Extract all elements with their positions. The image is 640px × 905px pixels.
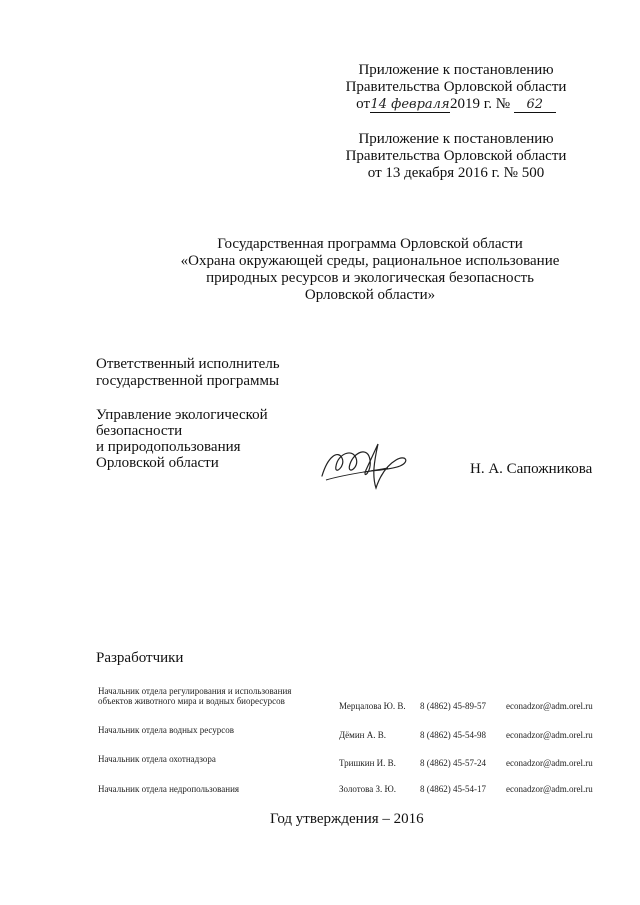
original-header-line2: Правительства Орловской области (345, 148, 567, 164)
developer-position-line: Начальник отдела регулирования и использования (98, 686, 292, 696)
approval-header (336, 62, 576, 113)
handwritten-number: 62 (514, 98, 556, 113)
title-line3: природных ресурсов и экологическая безопасность (206, 270, 534, 286)
handwritten-signature (316, 436, 416, 496)
approval-year: Год утверждения – 2016 (270, 811, 424, 827)
executor-label-line1: Ответственный исполнитель (96, 356, 280, 372)
developer-name: Тришкин И. В. (339, 758, 396, 768)
developer-name: Дёмин А. В. (339, 730, 386, 740)
dept-line2: безопасности (96, 423, 183, 439)
developer-email: econadzor@adm.orel.ru (506, 784, 593, 794)
handwritten-date: 14 февраля (370, 97, 450, 112)
title-line4: Орловской области» (304, 287, 436, 303)
original-appendix-header (336, 131, 576, 182)
dept-line3: и природопользования (96, 439, 241, 455)
developer-position: Начальник отдела охотнадзора (98, 754, 216, 764)
developer-email: econadzor@adm.orel.ru (506, 758, 593, 768)
executor-label (96, 356, 280, 390)
dept-line4: Орловской области (96, 455, 219, 471)
developer-name: Золотова З. Ю. (339, 784, 396, 794)
approval-header-line1: Приложение к постановлению (358, 62, 554, 78)
original-header-line3: от 13 декабря 2016 г. № 500 (367, 165, 545, 181)
date-suffix: 2019 г. № (450, 96, 511, 112)
approval-date-line (336, 96, 576, 113)
original-header-line1: Приложение к постановлению (358, 131, 554, 147)
developer-phone: 8 (4862) 45-89-57 (420, 701, 486, 711)
signer-name: Н. А. Сапожникова (470, 461, 593, 477)
developer-phone: 8 (4862) 45-54-17 (420, 784, 486, 794)
developer-phone: 8 (4862) 45-57-24 (420, 758, 486, 768)
developer-email: econadzor@adm.orel.ru (506, 730, 593, 740)
developer-position (98, 686, 291, 706)
title-line2: «Охрана окружающей среды, рациональное использование (180, 253, 560, 269)
developer-position-line: объектов животного мира и водных биоресурсов (98, 696, 285, 706)
developer-phone: 8 (4862) 45-54-98 (420, 730, 486, 740)
program-title (160, 236, 580, 304)
developers-heading: Разработчики (96, 650, 184, 666)
date-prefix: от (356, 96, 371, 112)
developer-name: Мерцалова Ю. В. (339, 701, 406, 711)
dept-line1: Управление экологической (96, 407, 268, 423)
executor-department (96, 407, 268, 471)
developer-email: econadzor@adm.orel.ru (506, 701, 593, 711)
executor-label-line2: государственной программы (96, 373, 280, 389)
developer-position: Начальник отдела недропользования (98, 784, 240, 794)
approval-header-line2: Правительства Орловской области (345, 79, 567, 95)
developer-position: Начальник отдела водных ресурсов (98, 725, 235, 735)
title-line1: Государственная программа Орловской области (217, 236, 523, 252)
